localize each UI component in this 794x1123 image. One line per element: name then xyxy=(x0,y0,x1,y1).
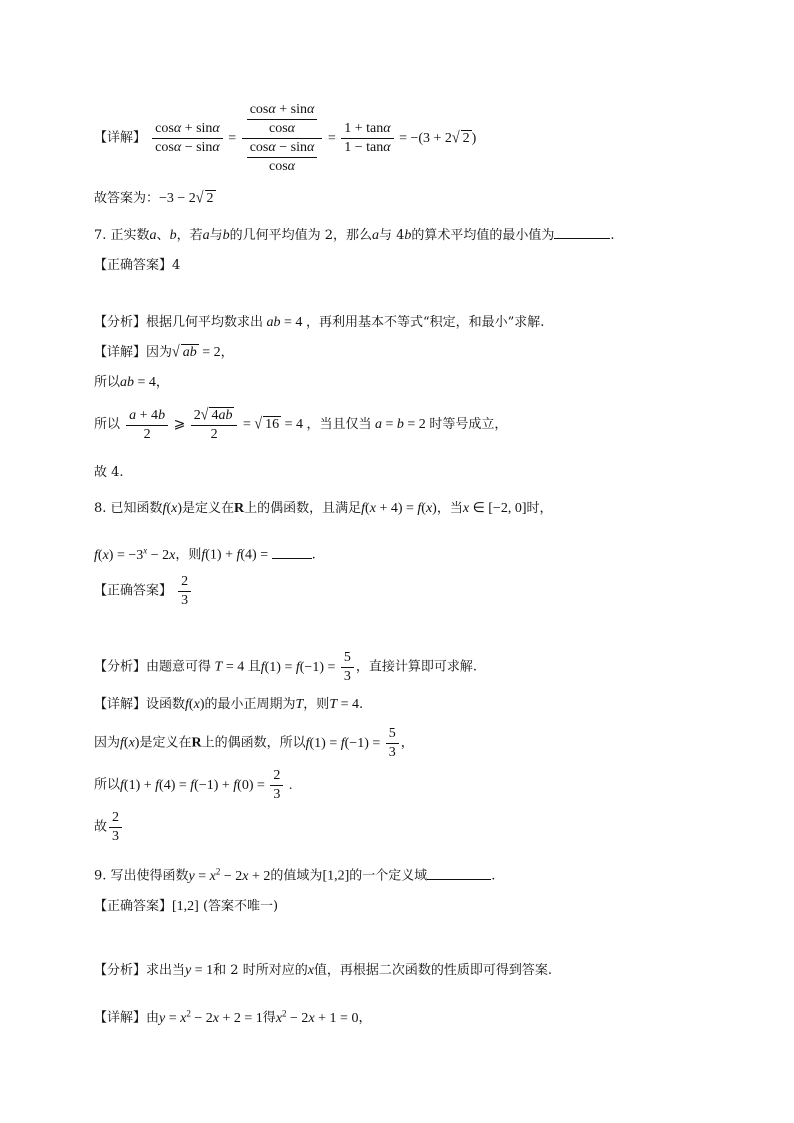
q7-answer: 【正确答案】4 xyxy=(94,258,181,273)
q7-detail-1: 【详解】因为√ ab = 2， xyxy=(94,343,234,362)
top-detail-line xyxy=(94,102,476,174)
q8-final: 故 $\frac{2}{3}$ xyxy=(94,810,124,850)
answer-blank xyxy=(272,558,312,559)
q9-statement: 9. 写出使得函数$y = x^2 - 2x + 2$的值域为[1,2]的一个定义域 . xyxy=(94,866,496,884)
answer-blank xyxy=(427,879,491,880)
answer-blank xyxy=(554,238,610,239)
q9-answer: 【正确答案】[1,2] (答案不唯一) xyxy=(94,899,279,914)
top-conclusion: 故答案为：−3 − 2√ 2 xyxy=(94,189,214,208)
detail-label: 【详解】 xyxy=(94,130,147,146)
q9-detail: 【详解】由$y = x^2 - 2x + 2 = 1$得$x^2 - 2x + 1 = 0$， xyxy=(94,1008,372,1026)
q7-statement: 7. 正实数a、b，若a与b的几何平均值为 2，那么a与 4b的算术平均值的最小值为 . xyxy=(94,228,615,243)
q8-analysis: 【分析】由题意可得 T = 4 且f(1) = f(−1) = $\frac{5}{3}$ ，直接计算即可求解. xyxy=(94,650,478,684)
q8-statement-2: $f(x) = -3^x - 2x$，则f(1) + f(4) = . xyxy=(94,545,316,563)
q9-analysis: 【分析】求出当y = 1和 2 时所对应的x值，再根据二次函数的性质即可得到答案. xyxy=(94,963,553,978)
q8-answer: 【正确答案】 $\frac{2}{3}$ xyxy=(94,574,193,612)
q7-detail-2: 所以ab = 4， xyxy=(94,375,169,390)
q8-detail-2: 因为f(x)是定义在R上的偶函数，所以f(1) = f(−1) = $\frac{5}{3}$ ， xyxy=(94,726,414,760)
q7-detail-3: 所以 $\frac{a + 4b}{2}$ ⩾ $\frac{2√ 4ab}{2}$ = √ 16 = 4 ，当且仅当 a = b = 2 时等号成立， xyxy=(94,406,508,442)
q8-statement-1: 8. 已知函数f(x)是定义在R上的偶函数，且满足f(x + 4) = f(x)，当x ∈ [−2, 0]时， xyxy=(94,501,553,516)
formula-tan-expression: $\frac{\cos\alpha + \sin\alpha}{\cos\alpha - \sin\alpha}$ = $\frac{\frac{\cos\alpha + \sin\alpha}{\cos\alpha}}{\frac{\cos\alpha - \sin\alpha}{\cos\alpha}}$ = $\frac{1 + \tan\alpha}{1 - \tan\alpha}$ = −(3 + 2√ 2 ) xyxy=(150,131,476,146)
q8-detail-3: 所以f(1) + f(4) = f(−1) + f(0) = $\frac{2}{3}$ . xyxy=(94,768,293,802)
q8-detail-1: 【详解】设函数f(x)的最小正周期为T，则T = 4. xyxy=(94,697,364,712)
q7-analysis: 【分析】根据几何平均数求出 ab = 4 ，再利用基本不等式“积定，和最小”求解. xyxy=(94,315,545,330)
q7-final: 故 4. xyxy=(94,465,124,480)
